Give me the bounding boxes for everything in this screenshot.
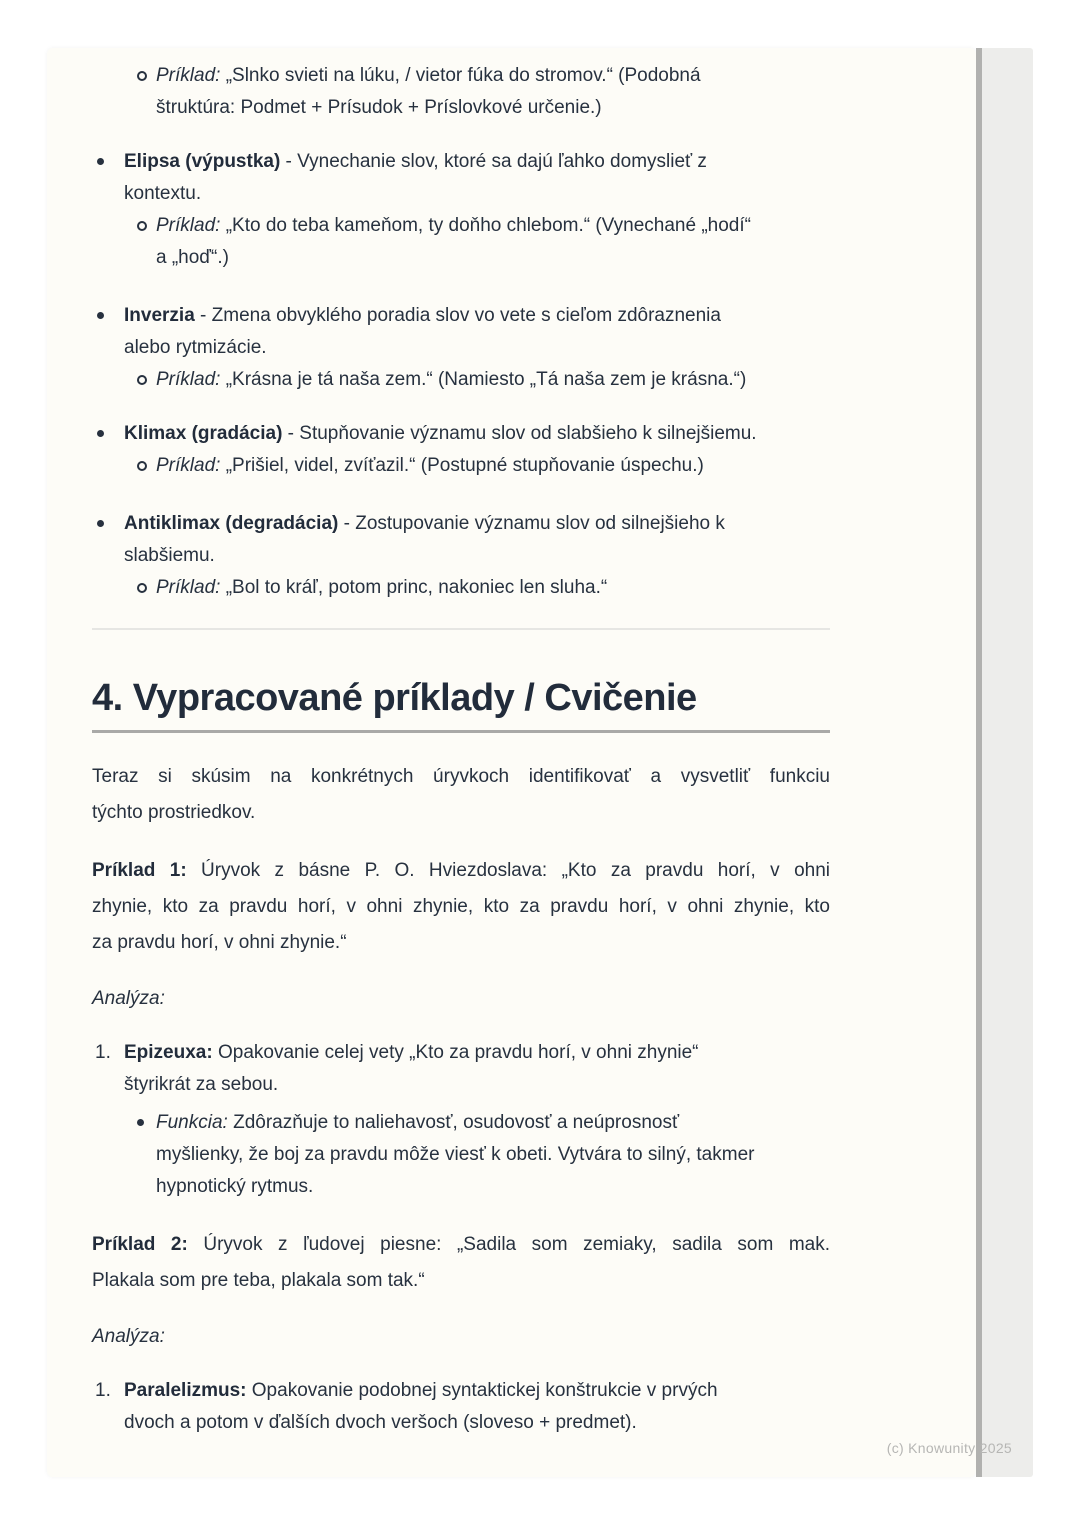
document-page (47, 48, 976, 1477)
bullet-item-antiklimax (92, 508, 830, 572)
page-content (92, 48, 830, 1439)
numbered-item-epizeuxa (92, 1037, 830, 1101)
numbered-line: Paralelizmus: Opakovanie podobnej syntaktickej konštrukcie v prvých (124, 1380, 718, 1401)
section-divider-thick (92, 730, 830, 733)
circle-bullet-icon (137, 375, 147, 385)
disc-bullet-icon (97, 430, 104, 437)
numbered-line: Epizeuxa: Opakovanie celej vety „Kto za pravdu horí, v ohni zhynie“ (124, 1042, 699, 1063)
scrollbar-track[interactable] (976, 48, 1033, 1477)
paragraph-example-1 (92, 853, 830, 961)
watermark: (c) Knowunity 2025 (886, 1440, 1012, 1456)
section-divider-thin (92, 628, 830, 630)
bullet-line: Inverzia - Zmena obvyklého poradia slov vo vete s cieľom zdôraznenia (124, 305, 721, 326)
sub-bullet-item (92, 60, 830, 124)
sub-bullet-line: a „hoď“.) (156, 247, 229, 268)
paragraph-line: zhynie, kto za pravdu horí, v ohni zhynie, kto za pravdu horí, v ohni zhynie, kto (92, 896, 830, 917)
numbered-item-paralelizmus (92, 1375, 830, 1439)
bullet-item-elipsa (92, 146, 830, 210)
bullet-line: Antiklimax (degradácia) - Zostupovanie významu slov od silnejšieho k (124, 513, 725, 534)
paragraph-intro (92, 759, 830, 831)
sub-bullet-line: Funkcia: Zdôrazňuje to naliehavosť, osudovosť a neúprosnosť (156, 1112, 680, 1133)
paragraph-line: Teraz si skúsim na konkrétnych úryvkoch identifikovať a vysvetliť funkciu (92, 766, 830, 787)
sub-bullet-item (92, 364, 830, 396)
paragraph-line: Plakala som pre teba, plakala som tak.“ (92, 1270, 425, 1291)
sub-bullet-item (92, 450, 830, 482)
disc-bullet-icon (97, 520, 104, 527)
disc-bullet-icon (97, 312, 104, 319)
circle-bullet-icon (137, 221, 147, 231)
sub-bullet-item (92, 210, 830, 274)
circle-bullet-icon (137, 71, 147, 81)
bullet-item-inverzia (92, 300, 830, 364)
sub-bullet-line: Príklad: „Kto do teba kameňom, ty doňho chlebom.“ (Vynechané „hodí“ (156, 215, 751, 236)
bullet-line: Klimax (gradácia) - Stupňovanie významu slov od slabšieho k silnejšiemu. (124, 423, 757, 444)
bullet-line: slabšiemu. (124, 545, 215, 566)
analysis-label: Analýza: (92, 988, 165, 1009)
bullet-item-klimax (92, 418, 830, 450)
sub-bullet-line: myšlienky, že boj za pravdu môže viesť k obeti. Vytvára to silný, takmer (156, 1144, 755, 1165)
analysis-label: Analýza: (92, 1326, 165, 1347)
sub-bullet-item (92, 572, 830, 604)
numbered-line: štyrikrát za sebou. (124, 1074, 279, 1095)
sub-bullet-line: hypnotický rytmus. (156, 1176, 314, 1197)
sub-bullet-line: Príklad: „Prišiel, videl, zvíťazil.“ (Postupné stupňovanie úspechu.) (156, 455, 704, 476)
bullet-line: kontextu. (124, 183, 202, 204)
paragraph-example-2 (92, 1227, 830, 1299)
sub-bullet-item-funkcia (92, 1107, 830, 1203)
paragraph-line: Príklad 1: Úryvok z básne P. O. Hviezdoslava: „Kto za pravdu horí, v ohni (92, 860, 830, 881)
bullet-line: alebo rytmizácie. (124, 337, 267, 358)
numbered-line: dvoch a potom v ďalších dvoch veršoch (sloveso + predmet). (124, 1412, 637, 1433)
disc-bullet-icon (97, 158, 104, 165)
item-number: 1. (95, 1380, 111, 1401)
sub-bullet-line: Príklad: „Slnko svieti na lúku, / vietor fúka do stromov.“ (Podobná (156, 65, 701, 86)
section-heading: 4. Vypracované príklady / Cvičenie (92, 677, 697, 719)
sub-bullet-line: Príklad: „Bol to kráľ, potom princ, nakoniec len sluha.“ (156, 577, 608, 598)
circle-bullet-icon (137, 583, 147, 593)
sub-bullet-line: štruktúra: Podmet + Prísudok + Príslovkové určenie.) (156, 97, 602, 118)
item-number: 1. (95, 1042, 111, 1063)
disc-bullet-icon (137, 1119, 144, 1126)
paragraph-line: týchto prostriedkov. (92, 802, 256, 823)
paragraph-line: Príklad 2: Úryvok z ľudovej piesne: „Sadila som zemiaky, sadila som mak. (92, 1234, 830, 1255)
bullet-line: Elipsa (výpustka) - Vynechanie slov, ktoré sa dajú ľahko domyslieť z (124, 151, 707, 172)
circle-bullet-icon (137, 461, 147, 471)
sub-bullet-line: Príklad: „Krásna je tá naša zem.“ (Namiesto „Tá naša zem je krásna.“) (156, 369, 747, 390)
paragraph-line: za pravdu horí, v ohni zhynie.“ (92, 932, 347, 953)
